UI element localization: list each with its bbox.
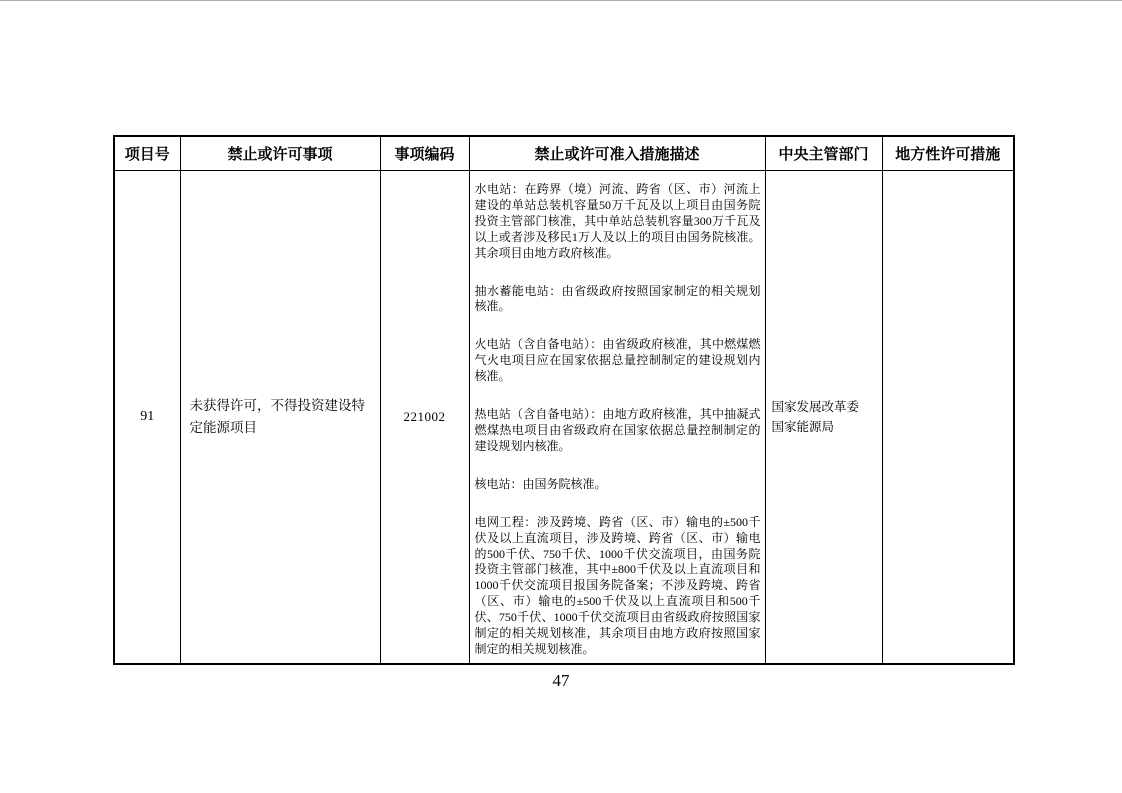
table-row <box>114 171 1014 664</box>
measure-paragraph-list <box>475 182 761 658</box>
page-number: 47 <box>552 671 570 690</box>
col-header-item-code: 事项编码 <box>380 136 469 171</box>
cell-measures-description <box>469 171 765 664</box>
col-header-central-department: 中央主管部门 <box>765 136 882 171</box>
page-top-edge <box>0 0 1122 1</box>
central-department-list <box>772 397 878 437</box>
table-header-row <box>114 136 1014 171</box>
cell-central-departments <box>765 171 882 664</box>
central-department: 国家发展改革委 <box>771 399 860 414</box>
cell-local-measures <box>882 171 1014 664</box>
cell-prohibited-item: 未获得许可，不得投资建设特定能源项目 <box>180 171 380 664</box>
col-header-local-measures: 地方性许可措施 <box>882 136 1014 171</box>
measure-paragraph: 热电站（含自备电站）：由地方政府核准，其中抽凝式燃煤热电项目由省级政府在国家依据总量控制制定的建设规划内核准。 <box>474 407 761 453</box>
central-department: 国家能源局 <box>771 419 835 434</box>
measure-paragraph: 水电站：在跨界（境）河流、跨省（区、市）河流上建设的单站总装机容量50万千瓦及以上项目由国务院投资主管部门核准，其中单站总装机容量300万千瓦及以上或者涉及移民1万人及以上的项目由国务院核准。其余项目由地方政府核准。 <box>474 182 761 260</box>
measure-paragraph: 抽水蓄能电站：由省级政府按照国家制定的相关规划核准。 <box>474 283 761 314</box>
col-header-prohibited-item: 禁止或许可事项 <box>180 136 380 171</box>
negative-list-table <box>113 135 1015 665</box>
col-header-measures-description: 禁止或许可准入措施描述 <box>469 136 765 171</box>
measure-paragraph: 电网工程：涉及跨境、跨省（区、市）输电的±500千伏及以上直流项目，涉及跨境、跨省（区、市）输电的500千伏、750千伏、1000千伏交流项目，由国务院投资主管部门核准，其中±800千伏及以上直流项目和1000千伏交流项目报国务院备案；不涉及跨境、跨省（区、市）输电的±500千伏及以上直流项目和500千伏、750千伏、1000千伏交流项目由省级政府按照国家制定的相关规划核准，其余项目由地方政府按照国家制定的相关规划核准。 <box>474 514 761 656</box>
cell-project-no: 91 <box>114 171 180 664</box>
measure-paragraph: 核电站：由国务院核准。 <box>474 476 607 491</box>
measure-paragraph: 火电站（含自备电站）：由省级政府核准，其中燃煤燃气火电项目应在国家依据总量控制制定的建设规划内核准。 <box>474 337 761 384</box>
cell-item-code: 221002 <box>380 171 469 664</box>
col-header-project-no: 项目号 <box>114 136 180 171</box>
